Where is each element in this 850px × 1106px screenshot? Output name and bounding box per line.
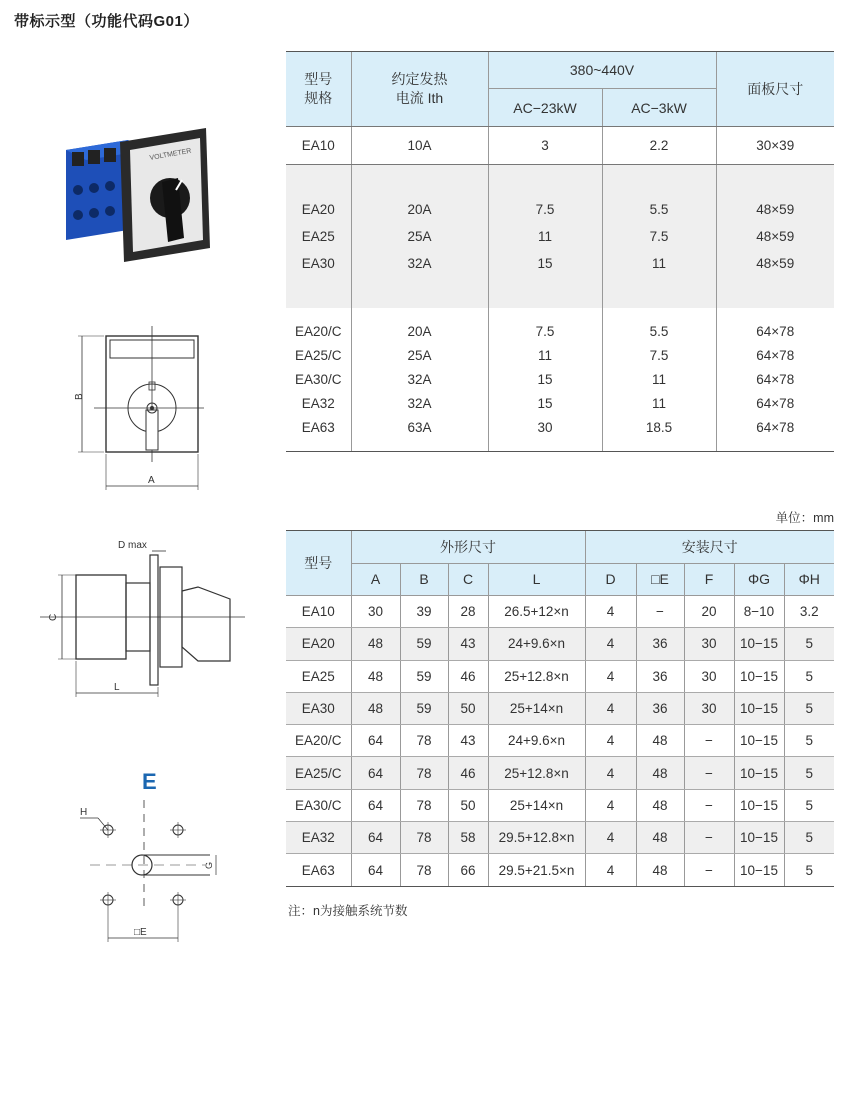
rating-value: EA10 [301, 137, 335, 153]
dimension-cell: EA25 [286, 660, 351, 692]
dim-g-label: G [204, 861, 214, 869]
dimension-cell: 5 [784, 789, 834, 821]
rating-cell [716, 127, 834, 165]
dimension-cell: 66 [448, 854, 488, 886]
column-header: □E [636, 563, 684, 596]
table-row [286, 789, 834, 821]
table-row [286, 596, 834, 628]
rating-value: 48×59 [756, 229, 795, 244]
dimension-cell: 4 [585, 757, 636, 789]
dimension-cell: 4 [585, 854, 636, 886]
dimension-cell: 25+12.8×n [488, 660, 585, 692]
dimension-cell: 46 [448, 660, 488, 692]
rating-value: 30 [537, 419, 553, 435]
rating-value: 64×78 [756, 371, 795, 387]
dimension-cell: 48 [351, 660, 400, 692]
column-header: B [400, 563, 448, 596]
rating-value: 32A [407, 371, 432, 387]
rating-value: 32A [407, 256, 432, 271]
rating-cell [488, 308, 602, 452]
dimension-cell: 5 [784, 628, 834, 660]
rating-value: 64×78 [756, 347, 795, 363]
column-header: A [351, 563, 400, 596]
header-ac23: AC−23kW [488, 89, 602, 127]
rating-table [286, 51, 834, 452]
dimension-cell: 30 [684, 628, 734, 660]
rating-value: 7.5 [535, 202, 555, 217]
dim-c-label: C [48, 613, 59, 621]
dimension-cell: 48 [636, 757, 684, 789]
rating-value: EA32 [301, 395, 335, 411]
dimension-cell: 10−15 [734, 628, 784, 660]
side-view-drawing [40, 535, 250, 700]
rating-cell [488, 165, 602, 309]
rating-cell [602, 165, 716, 309]
dimension-cell: EA10 [286, 596, 351, 628]
rating-row-group [286, 308, 834, 452]
page-title: 带标示型（功能代码G01） [14, 13, 199, 30]
rating-value: 25A [407, 347, 432, 363]
header-current: 约定发热 电流 Ith [351, 52, 488, 127]
dimension-cell: 4 [585, 822, 636, 854]
dimension-cell: − [684, 789, 734, 821]
rating-cell [602, 127, 716, 165]
rating-value: 3 [541, 137, 549, 153]
dimension-cell: 59 [400, 692, 448, 724]
dimension-cell: 64 [351, 789, 400, 821]
dimension-cell: 48 [636, 725, 684, 757]
dimension-cell: 43 [448, 628, 488, 660]
header-panel-size: 面板尺寸 [716, 52, 834, 127]
dimension-cell: 10−15 [734, 789, 784, 821]
table-row [286, 725, 834, 757]
dimension-cell: − [636, 596, 684, 628]
unit-note: 单位：mm [775, 511, 834, 525]
dimension-cell: 78 [400, 725, 448, 757]
dimension-cell: 5 [784, 725, 834, 757]
dimension-cell: 25+14×n [488, 692, 585, 724]
dimension-cell: 10−15 [734, 692, 784, 724]
rating-row-group [286, 127, 834, 165]
dim-l-label: L [114, 682, 120, 693]
dimension-cell: 29.5+21.5×n [488, 854, 585, 886]
dimension-cell: 50 [448, 692, 488, 724]
dimension-cell: 36 [636, 692, 684, 724]
dimension-cell: 4 [585, 725, 636, 757]
dimension-cell: 58 [448, 822, 488, 854]
dimension-cell: 36 [636, 628, 684, 660]
rating-value: 15 [537, 256, 553, 271]
rating-cell [286, 127, 351, 165]
dimension-cell: 36 [636, 660, 684, 692]
dimension-cell: 29.5+12.8×n [488, 822, 585, 854]
dimension-cell: 48 [351, 628, 400, 660]
dimension-cell: 10−15 [734, 822, 784, 854]
dimension-cell: 10−15 [734, 725, 784, 757]
rating-value: 11 [651, 256, 666, 271]
dimension-cell: 24+9.6×n [488, 725, 585, 757]
header-model: 型号 规格 [286, 52, 351, 127]
header-voltage: 380~440V [488, 52, 716, 89]
dimension-cell: EA20/C [286, 725, 351, 757]
rating-value: 64×78 [756, 395, 795, 411]
dimension-cell: 30 [351, 596, 400, 628]
dimension-cell: 59 [400, 660, 448, 692]
dimension-cell: EA30 [286, 692, 351, 724]
rating-value: 18.5 [645, 419, 673, 435]
rating-cell [488, 127, 602, 165]
header-install: 安装尺寸 [585, 531, 834, 564]
rating-value: EA20 [301, 202, 335, 217]
dimension-cell: 25+12.8×n [488, 757, 585, 789]
dimension-cell: 24+9.6×n [488, 628, 585, 660]
column-header: L [488, 563, 585, 596]
rating-value: EA25 [301, 229, 335, 244]
dimension-cell: EA25/C [286, 757, 351, 789]
rating-value: 64×78 [756, 419, 795, 435]
rating-value: 64×78 [756, 323, 795, 339]
dimension-cell: 30 [684, 660, 734, 692]
rating-value: EA20/C [294, 323, 342, 339]
rating-value: 48×59 [756, 256, 795, 271]
dimension-cell: 46 [448, 757, 488, 789]
dimension-cell: 5 [784, 660, 834, 692]
mount-drawing-title: E [142, 769, 157, 794]
dimension-cell: 39 [400, 596, 448, 628]
dim-h-label: H [80, 807, 88, 818]
header-ac3: AC−3kW [602, 89, 716, 127]
dimension-cell: EA32 [286, 822, 351, 854]
rating-value: 11 [651, 371, 666, 387]
table-row [286, 854, 834, 886]
dimension-cell: 5 [784, 854, 834, 886]
column-header: F [684, 563, 734, 596]
rating-value: 2.2 [649, 137, 669, 153]
rating-cell [716, 165, 834, 309]
dimension-cell: 28 [448, 596, 488, 628]
rating-cell [351, 165, 488, 309]
dimension-cell: 3.2 [784, 596, 834, 628]
dimension-cell: 59 [400, 628, 448, 660]
rating-value: 32A [407, 395, 432, 411]
dim-a-label: A [148, 475, 155, 486]
dimension-cell: 5 [784, 757, 834, 789]
rating-value: 7.5 [649, 347, 669, 363]
dimension-cell: 8−10 [734, 596, 784, 628]
table-row [286, 692, 834, 724]
table-row [286, 628, 834, 660]
voltmeter-label: VOLTMETER [149, 147, 192, 162]
dimension-cell: − [684, 854, 734, 886]
rating-value: 7.5 [649, 229, 669, 244]
dimension-cell: 64 [351, 757, 400, 789]
dimension-cell: 64 [351, 725, 400, 757]
dimension-cell: 78 [400, 789, 448, 821]
dimension-cell: 78 [400, 757, 448, 789]
column-header: ΦH [784, 563, 834, 596]
dimension-cell: 25+14×n [488, 789, 585, 821]
dimension-cell: 5 [784, 822, 834, 854]
dimension-cell: 4 [585, 628, 636, 660]
rating-value: 10A [407, 137, 432, 153]
dimension-cell: − [684, 757, 734, 789]
rating-cell [286, 308, 351, 452]
dimension-cell: − [684, 822, 734, 854]
rating-value: 5.5 [649, 323, 669, 339]
table-row [286, 822, 834, 854]
header-outline: 外形尺寸 [351, 531, 585, 564]
dimension-cell: EA63 [286, 854, 351, 886]
dimension-cell: 78 [400, 822, 448, 854]
column-header: ΦG [734, 563, 784, 596]
mounting-hole-drawing [70, 800, 230, 945]
rating-value: 5.5 [649, 202, 669, 217]
rating-value: 11 [537, 347, 552, 363]
dimension-cell: 64 [351, 822, 400, 854]
rating-cell [351, 308, 488, 452]
dimension-cell: 4 [585, 692, 636, 724]
dimension-cell: 10−15 [734, 757, 784, 789]
rating-cell [351, 127, 488, 165]
dimension-cell: 10−15 [734, 660, 784, 692]
rating-value: EA30/C [294, 371, 342, 387]
dimension-cell: EA30/C [286, 789, 351, 821]
rating-value: 15 [537, 395, 553, 411]
rating-value: EA25/C [294, 347, 342, 363]
rating-cell [602, 308, 716, 452]
dimension-cell: 48 [636, 822, 684, 854]
dimension-cell: 30 [684, 692, 734, 724]
rating-value: 25A [407, 229, 432, 244]
rating-row-group [286, 165, 834, 309]
rating-value: 48×59 [756, 202, 795, 217]
dim-b-label: B [74, 393, 85, 400]
rating-value: EA63 [301, 419, 335, 435]
dimension-cell: 20 [684, 596, 734, 628]
dimension-cell: 5 [784, 692, 834, 724]
dimension-cell: 48 [636, 789, 684, 821]
dimension-cell: 48 [351, 692, 400, 724]
front-view-drawing [72, 322, 208, 494]
footnote: 注：n为接触系统节数 [288, 904, 408, 918]
dimension-cell: − [684, 725, 734, 757]
dimension-cell: 50 [448, 789, 488, 821]
dimension-cell: 10−15 [734, 854, 784, 886]
dimension-cell: 4 [585, 660, 636, 692]
dimension-cell: 4 [585, 789, 636, 821]
dim-d-label: D max [118, 540, 147, 551]
rating-value: 7.5 [535, 323, 555, 339]
product-image [58, 120, 218, 270]
rating-value: 11 [651, 395, 666, 411]
table-row [286, 757, 834, 789]
rating-cell [286, 165, 351, 309]
rating-value: 20A [407, 202, 432, 217]
rating-value: 15 [537, 371, 553, 387]
dimension-cell: EA20 [286, 628, 351, 660]
rating-value: 20A [407, 323, 432, 339]
rating-value: 63A [407, 419, 432, 435]
dimension-cell: 64 [351, 854, 400, 886]
rating-value: 30×39 [756, 137, 795, 153]
dim-e-label: □E [134, 927, 147, 938]
rating-cell [716, 308, 834, 452]
header-model-2: 型号 [286, 531, 351, 596]
dimension-cell: 48 [636, 854, 684, 886]
dimension-cell: 43 [448, 725, 488, 757]
dimension-cell: 4 [585, 596, 636, 628]
table-row [286, 660, 834, 692]
rating-value: EA30 [301, 256, 335, 271]
dimension-cell: 26.5+12×n [488, 596, 585, 628]
dimension-table [286, 530, 834, 887]
rating-value: 11 [537, 229, 552, 244]
column-header: C [448, 563, 488, 596]
column-header: D [585, 563, 636, 596]
dimension-cell: 78 [400, 854, 448, 886]
